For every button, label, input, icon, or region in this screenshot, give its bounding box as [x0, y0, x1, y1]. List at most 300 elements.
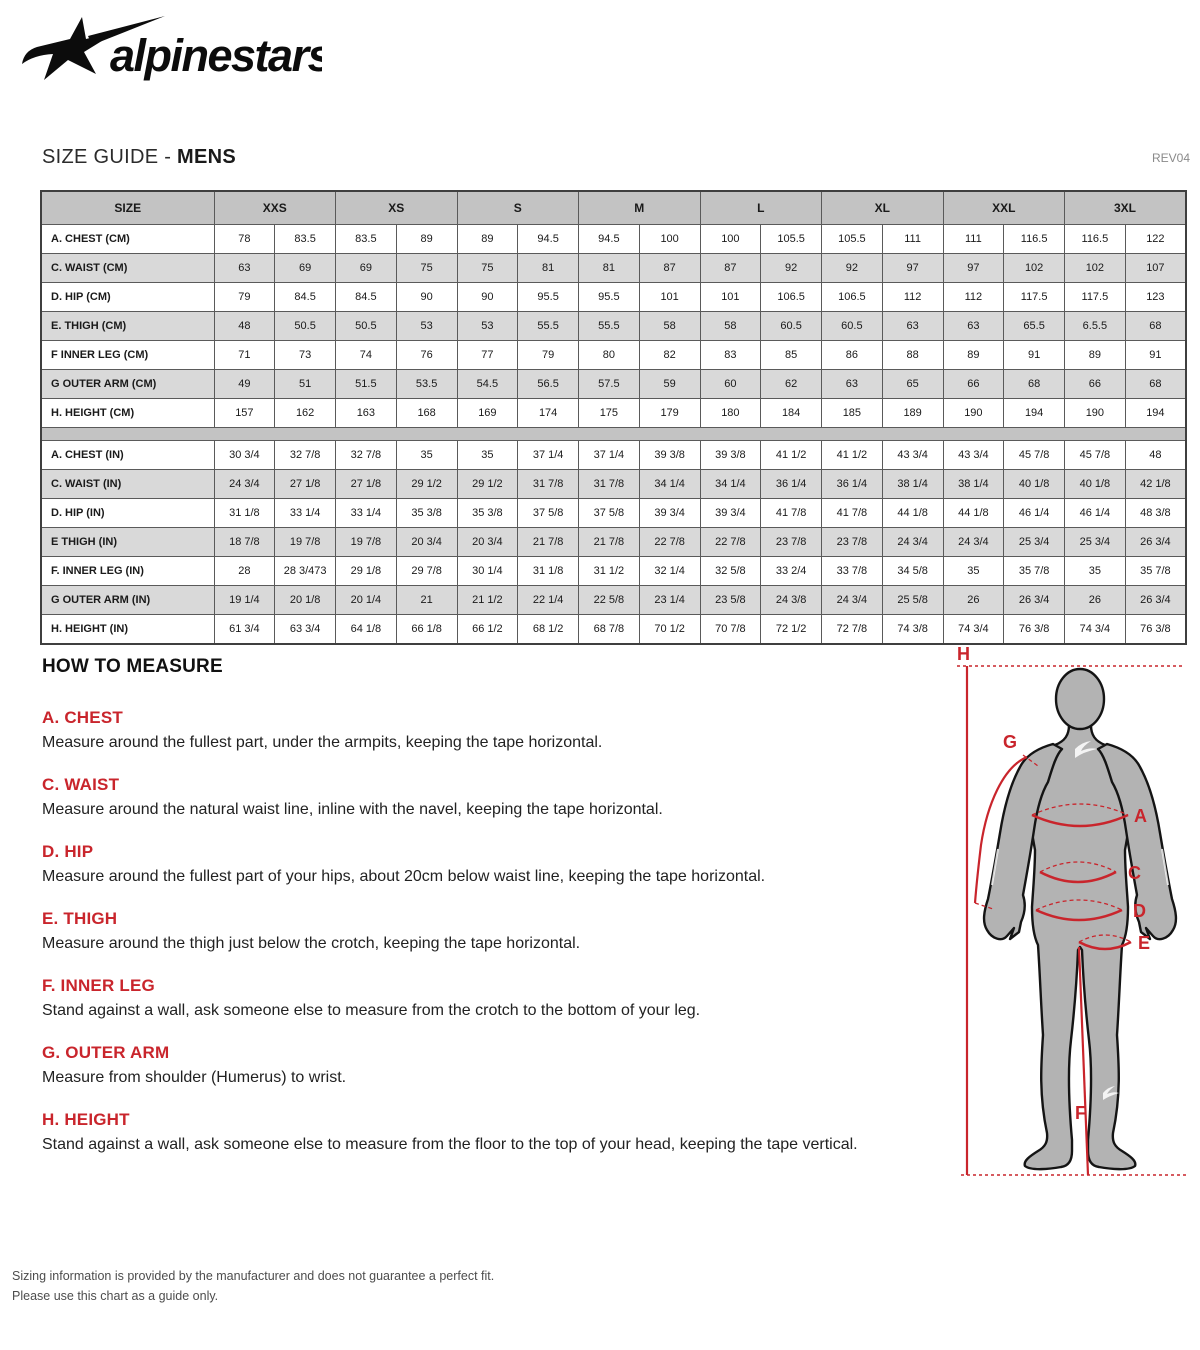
table-cell: 21 1/2 — [457, 586, 518, 615]
how-to-measure-title: HOW TO MEASURE — [42, 656, 223, 677]
table-cell: 35 7/8 — [1125, 557, 1186, 586]
measure-text: Measure around the fullest part, under the armpits, keeping the tape horizontal. — [42, 734, 603, 751]
table-cell: 24 3/4 — [822, 586, 883, 615]
table-row — [41, 441, 1186, 470]
measure-list — [42, 708, 922, 1155]
table-cell: 39 3/8 — [639, 441, 700, 470]
table-cell: 89 — [457, 225, 518, 254]
table-cell: 23 7/8 — [822, 528, 883, 557]
table-cell: 31 7/8 — [579, 470, 640, 499]
table-cell: 21 — [396, 586, 457, 615]
table-cell: 26 — [1065, 586, 1126, 615]
table-cell: 21 7/8 — [518, 528, 579, 557]
table-cell: 157 — [214, 399, 275, 428]
table-cell: 174 — [518, 399, 579, 428]
table-cell: 33 1/4 — [275, 499, 336, 528]
table-cell: 32 7/8 — [275, 441, 336, 470]
size-corner-header: SIZE — [41, 191, 214, 225]
table-cell: 185 — [822, 399, 883, 428]
table-cell: 123 — [1125, 283, 1186, 312]
table-row — [41, 254, 1186, 283]
table-row — [41, 341, 1186, 370]
row-label: D. HIP (IN) — [41, 499, 214, 528]
table-cell: 83.5 — [336, 225, 397, 254]
table-cell: 22 7/8 — [639, 528, 700, 557]
measure-heading: F. INNER LEG — [42, 976, 155, 995]
table-cell: 37 1/4 — [579, 441, 640, 470]
table-cell: 180 — [700, 399, 761, 428]
table-cell: 55.5 — [518, 312, 579, 341]
table-cell: 76 — [396, 341, 457, 370]
row-label: F. INNER LEG (IN) — [41, 557, 214, 586]
table-cell: 19 1/4 — [214, 586, 275, 615]
table-cell: 29 1/2 — [457, 470, 518, 499]
table-cell: 35 3/8 — [457, 499, 518, 528]
table-cell: 92 — [822, 254, 883, 283]
table-cell: 55.5 — [579, 312, 640, 341]
title-bar — [42, 146, 1190, 172]
measure-text: Stand against a wall, ask someone else to measure from the crotch to the bottom of your leg. — [42, 1002, 701, 1019]
table-cell: 60 — [700, 370, 761, 399]
table-row — [41, 615, 1186, 645]
size-column-header: L — [700, 191, 822, 225]
table-cell: 91 — [1125, 341, 1186, 370]
table-cell: 84.5 — [336, 283, 397, 312]
table-cell: 92 — [761, 254, 822, 283]
table-cell: 28 3/473 — [275, 557, 336, 586]
table-cell: 41 7/8 — [761, 499, 822, 528]
table-cell: 26 3/4 — [1125, 586, 1186, 615]
table-cell: 89 — [396, 225, 457, 254]
size-column-header: 3XL — [1065, 191, 1187, 225]
table-cell: 83 — [700, 341, 761, 370]
table-cell: 20 1/8 — [275, 586, 336, 615]
table-cell: 27 1/8 — [275, 470, 336, 499]
table-cell: 90 — [396, 283, 457, 312]
label-waist: C — [1128, 863, 1141, 883]
table-cell: 79 — [518, 341, 579, 370]
table-cell: 74 3/8 — [882, 615, 943, 645]
table-cell: 35 — [1065, 557, 1126, 586]
table-cell: 23 5/8 — [700, 586, 761, 615]
table-cell: 79 — [214, 283, 275, 312]
row-label: D. HIP (CM) — [41, 283, 214, 312]
table-cell: 63 — [943, 312, 1004, 341]
label-height: H — [957, 645, 970, 664]
table-cell: 29 7/8 — [396, 557, 457, 586]
table-cell: 74 — [336, 341, 397, 370]
table-cell: 48 — [1125, 441, 1186, 470]
label-inner-leg: F — [1075, 1103, 1086, 1123]
table-cell: 81 — [579, 254, 640, 283]
table-cell: 36 1/4 — [761, 470, 822, 499]
measure-heading: G. OUTER ARM — [42, 1043, 170, 1062]
table-row — [41, 528, 1186, 557]
table-cell: 95.5 — [518, 283, 579, 312]
measure-text: Measure from shoulder (Humerus) to wrist. — [42, 1069, 347, 1086]
table-cell: 83.5 — [275, 225, 336, 254]
table-cell: 175 — [579, 399, 640, 428]
table-cell: 34 1/4 — [700, 470, 761, 499]
table-cell: 43 3/4 — [943, 441, 1004, 470]
measure-text: Measure around the fullest part of your hips, about 20cm below waist line, keeping the tape horizontal. — [42, 868, 766, 885]
table-cell: 116.5 — [1004, 225, 1065, 254]
page-title-prefix: SIZE GUIDE - — [42, 146, 178, 168]
label-thigh: E — [1138, 933, 1151, 953]
size-column-header: S — [457, 191, 579, 225]
table-cell: 64 1/8 — [336, 615, 397, 645]
row-label: C. WAIST (IN) — [41, 470, 214, 499]
table-cell: 54.5 — [457, 370, 518, 399]
table-cell: 35 — [943, 557, 1004, 586]
table-cell: 56.5 — [518, 370, 579, 399]
table-cell: 116.5 — [1065, 225, 1126, 254]
table-cell: 30 1/4 — [457, 557, 518, 586]
table-cell: 105.5 — [761, 225, 822, 254]
table-cell: 32 1/4 — [639, 557, 700, 586]
table-cell: 27 1/8 — [336, 470, 397, 499]
table-cell: 33 2/4 — [761, 557, 822, 586]
table-cell: 102 — [1004, 254, 1065, 283]
alpinestars-star-icon — [22, 10, 322, 88]
table-cell: 41 1/2 — [822, 441, 883, 470]
table-cell: 111 — [882, 225, 943, 254]
table-cell: 23 1/4 — [639, 586, 700, 615]
table-header-row — [41, 191, 1186, 225]
table-cell: 34 1/4 — [639, 470, 700, 499]
table-cell: 58 — [639, 312, 700, 341]
body-measurement-diagram — [935, 645, 1200, 1180]
table-row — [41, 399, 1186, 428]
table-cell: 45 7/8 — [1004, 441, 1065, 470]
table-cell: 22 5/8 — [579, 586, 640, 615]
row-label: E THIGH (IN) — [41, 528, 214, 557]
table-cell: 105.5 — [822, 225, 883, 254]
table-cell: 66 — [943, 370, 1004, 399]
table-cell: 68 1/2 — [518, 615, 579, 645]
page-title — [42, 146, 1190, 169]
table-cell: 39 3/4 — [639, 499, 700, 528]
table-cell: 51.5 — [336, 370, 397, 399]
table-cell: 63 — [882, 312, 943, 341]
measure-text: Stand against a wall, ask someone else to measure from the floor to the top of your head, keeping the tape vertical. — [42, 1136, 858, 1153]
table-cell: 184 — [761, 399, 822, 428]
table-cell: 72 7/8 — [822, 615, 883, 645]
table-cell: 23 7/8 — [761, 528, 822, 557]
table-cell: 24 3/8 — [761, 586, 822, 615]
table-row — [41, 470, 1186, 499]
table-cell: 36 1/4 — [822, 470, 883, 499]
measure-item — [42, 775, 922, 820]
measure-item — [42, 1043, 922, 1088]
table-cell: 49 — [214, 370, 275, 399]
table-cell: 76 3/8 — [1004, 615, 1065, 645]
table-cell: 50.5 — [336, 312, 397, 341]
measure-item — [42, 1110, 922, 1155]
table-cell: 45 7/8 — [1065, 441, 1126, 470]
table-cell: 63 — [822, 370, 883, 399]
table-cell: 24 3/4 — [943, 528, 1004, 557]
table-cell: 33 7/8 — [822, 557, 883, 586]
table-cell: 86 — [822, 341, 883, 370]
table-cell: 6.5.5 — [1065, 312, 1126, 341]
size-column-header: XL — [822, 191, 944, 225]
table-cell: 71 — [214, 341, 275, 370]
table-cell: 35 3/8 — [396, 499, 457, 528]
table-cell: 190 — [1065, 399, 1126, 428]
table-cell: 75 — [457, 254, 518, 283]
table-cell: 68 — [1125, 312, 1186, 341]
table-cell: 117.5 — [1065, 283, 1126, 312]
table-row — [41, 586, 1186, 615]
table-cell: 25 5/8 — [882, 586, 943, 615]
table-cell: 100 — [639, 225, 700, 254]
table-cell: 48 — [214, 312, 275, 341]
table-cell: 168 — [396, 399, 457, 428]
table-row — [41, 312, 1186, 341]
table-cell: 163 — [336, 399, 397, 428]
table-cell: 19 7/8 — [275, 528, 336, 557]
table-cell: 31 7/8 — [518, 470, 579, 499]
table-cell: 33 1/4 — [336, 499, 397, 528]
table-cell: 40 1/8 — [1004, 470, 1065, 499]
table-cell: 179 — [639, 399, 700, 428]
table-cell: 189 — [882, 399, 943, 428]
table-cell: 31 1/2 — [579, 557, 640, 586]
measure-heading: D. HIP — [42, 842, 94, 861]
table-cell: 37 5/8 — [518, 499, 579, 528]
table-cell: 66 — [1065, 370, 1126, 399]
table-cell: 66 1/8 — [396, 615, 457, 645]
table-cell: 44 1/8 — [943, 499, 1004, 528]
table-row — [41, 225, 1186, 254]
table-cell: 65 — [882, 370, 943, 399]
table-cell: 77 — [457, 341, 518, 370]
table-cell: 18 7/8 — [214, 528, 275, 557]
table-cell: 28 — [214, 557, 275, 586]
measure-text: Measure around the thigh just below the crotch, keeping the tape horizontal. — [42, 935, 581, 952]
table-cell: 74 3/4 — [943, 615, 1004, 645]
table-cell: 61 3/4 — [214, 615, 275, 645]
table-cell: 19 7/8 — [336, 528, 397, 557]
table-cell: 25 3/4 — [1065, 528, 1126, 557]
table-cell: 29 1/2 — [396, 470, 457, 499]
table-cell: 85 — [761, 341, 822, 370]
table-cell: 69 — [275, 254, 336, 283]
table-cell: 38 1/4 — [882, 470, 943, 499]
table-cell: 66 1/2 — [457, 615, 518, 645]
table-cell: 26 — [943, 586, 1004, 615]
table-cell: 31 1/8 — [518, 557, 579, 586]
table-cell: 42 1/8 — [1125, 470, 1186, 499]
table-cell: 194 — [1004, 399, 1065, 428]
table-cell: 78 — [214, 225, 275, 254]
table-cell: 106.5 — [822, 283, 883, 312]
table-cell: 72 1/2 — [761, 615, 822, 645]
row-label: F INNER LEG (CM) — [41, 341, 214, 370]
table-cell: 22 1/4 — [518, 586, 579, 615]
table-cell: 75 — [396, 254, 457, 283]
table-cell: 81 — [518, 254, 579, 283]
table-cell: 62 — [761, 370, 822, 399]
table-cell: 95.5 — [579, 283, 640, 312]
table-cell: 32 5/8 — [700, 557, 761, 586]
table-cell: 91 — [1004, 341, 1065, 370]
table-cell: 63 — [214, 254, 275, 283]
table-cell: 20 3/4 — [457, 528, 518, 557]
label-chest: A — [1134, 806, 1147, 826]
table-cell: 32 7/8 — [336, 441, 397, 470]
table-cell: 102 — [1065, 254, 1126, 283]
table-cell: 97 — [882, 254, 943, 283]
size-table-body — [41, 191, 1186, 644]
table-cell: 53 — [457, 312, 518, 341]
measure-item — [42, 708, 922, 753]
table-cell: 70 1/2 — [639, 615, 700, 645]
table-cell: 44 1/8 — [882, 499, 943, 528]
table-cell: 117.5 — [1004, 283, 1065, 312]
table-cell: 111 — [943, 225, 1004, 254]
table-cell: 60.5 — [822, 312, 883, 341]
brand-logo-text: alpinestars — [110, 30, 322, 81]
brand-logo — [22, 10, 322, 88]
table-cell: 57.5 — [579, 370, 640, 399]
table-cell: 112 — [943, 283, 1004, 312]
table-cell: 90 — [457, 283, 518, 312]
table-cell: 70 7/8 — [700, 615, 761, 645]
table-cell: 26 3/4 — [1004, 586, 1065, 615]
table-cell: 84.5 — [275, 283, 336, 312]
table-cell: 37 5/8 — [579, 499, 640, 528]
row-label: G OUTER ARM (CM) — [41, 370, 214, 399]
table-cell: 50.5 — [275, 312, 336, 341]
table-cell: 87 — [700, 254, 761, 283]
footer-line-1: Sizing information is provided by the manufacturer and does not guarantee a perfect fit. — [12, 1269, 495, 1283]
table-cell: 194 — [1125, 399, 1186, 428]
table-cell: 87 — [639, 254, 700, 283]
table-cell: 35 — [457, 441, 518, 470]
table-cell: 112 — [882, 283, 943, 312]
table-cell: 68 — [1125, 370, 1186, 399]
row-label: H. HEIGHT (CM) — [41, 399, 214, 428]
table-cell: 169 — [457, 399, 518, 428]
table-cell: 53.5 — [396, 370, 457, 399]
table-cell: 39 3/8 — [700, 441, 761, 470]
measure-heading: A. CHEST — [42, 708, 123, 727]
row-label: A. CHEST (IN) — [41, 441, 214, 470]
table-cell: 24 3/4 — [214, 470, 275, 499]
table-cell: 122 — [1125, 225, 1186, 254]
table-cell: 39 3/4 — [700, 499, 761, 528]
table-cell: 162 — [275, 399, 336, 428]
measure-item — [42, 909, 922, 954]
footer-disclaimer — [12, 1266, 494, 1306]
table-cell: 74 3/4 — [1065, 615, 1126, 645]
table-cell: 94.5 — [579, 225, 640, 254]
table-cell: 97 — [943, 254, 1004, 283]
size-table-wrap — [40, 190, 1187, 645]
table-cell: 63 3/4 — [275, 615, 336, 645]
table-separator — [41, 428, 1186, 441]
table-cell: 65.5 — [1004, 312, 1065, 341]
table-cell: 46 1/4 — [1065, 499, 1126, 528]
table-cell: 46 1/4 — [1004, 499, 1065, 528]
table-cell: 94.5 — [518, 225, 579, 254]
table-cell: 89 — [943, 341, 1004, 370]
table-row — [41, 370, 1186, 399]
table-cell: 101 — [639, 283, 700, 312]
measure-item — [42, 842, 922, 887]
table-cell: 26 3/4 — [1125, 528, 1186, 557]
table-cell: 73 — [275, 341, 336, 370]
size-column-header: XXS — [214, 191, 336, 225]
measure-heading: C. WAIST — [42, 775, 120, 794]
row-label: C. WAIST (CM) — [41, 254, 214, 283]
measure-text: Measure around the natural waist line, inline with the navel, keeping the tape horizontal. — [42, 801, 663, 818]
table-cell: 40 1/8 — [1065, 470, 1126, 499]
table-cell: 88 — [882, 341, 943, 370]
table-row — [41, 499, 1186, 528]
size-column-header: M — [579, 191, 701, 225]
table-cell: 41 1/2 — [761, 441, 822, 470]
table-cell: 20 3/4 — [396, 528, 457, 557]
figure-head — [1056, 669, 1104, 729]
table-cell: 107 — [1125, 254, 1186, 283]
table-cell: 31 1/8 — [214, 499, 275, 528]
table-cell: 34 5/8 — [882, 557, 943, 586]
table-cell: 22 7/8 — [700, 528, 761, 557]
table-cell: 29 1/8 — [336, 557, 397, 586]
table-cell: 69 — [336, 254, 397, 283]
table-cell: 68 — [1004, 370, 1065, 399]
size-column-header: XS — [336, 191, 458, 225]
row-label: E. THIGH (CM) — [41, 312, 214, 341]
measure-item — [42, 976, 922, 1021]
size-column-header: XXL — [943, 191, 1065, 225]
table-cell: 190 — [943, 399, 1004, 428]
table-cell: 43 3/4 — [882, 441, 943, 470]
table-cell: 76 3/8 — [1125, 615, 1186, 645]
table-row — [41, 557, 1186, 586]
table-cell: 68 7/8 — [579, 615, 640, 645]
table-cell: 82 — [639, 341, 700, 370]
label-outer-arm: G — [1003, 732, 1018, 752]
row-label: A. CHEST (CM) — [41, 225, 214, 254]
table-cell: 35 7/8 — [1004, 557, 1065, 586]
table-cell: 101 — [700, 283, 761, 312]
table-cell: 37 1/4 — [518, 441, 579, 470]
table-cell: 48 3/8 — [1125, 499, 1186, 528]
table-cell: 24 3/4 — [882, 528, 943, 557]
table-cell: 60.5 — [761, 312, 822, 341]
how-to-measure-section — [42, 656, 922, 1177]
row-label: G OUTER ARM (IN) — [41, 586, 214, 615]
label-hip: D — [1133, 901, 1146, 921]
table-cell: 59 — [639, 370, 700, 399]
revision-label: REV04 — [1151, 151, 1190, 165]
table-cell: 58 — [700, 312, 761, 341]
table-cell: 38 1/4 — [943, 470, 1004, 499]
table-cell: 25 3/4 — [1004, 528, 1065, 557]
measure-heading: H. HEIGHT — [42, 1110, 130, 1129]
table-cell: 41 7/8 — [822, 499, 883, 528]
footer-line-2: Please use this chart as a guide only. — [12, 1289, 219, 1303]
table-cell: 89 — [1065, 341, 1126, 370]
table-cell: 53 — [396, 312, 457, 341]
table-cell: 51 — [275, 370, 336, 399]
table-cell: 80 — [579, 341, 640, 370]
table-cell: 30 3/4 — [214, 441, 275, 470]
